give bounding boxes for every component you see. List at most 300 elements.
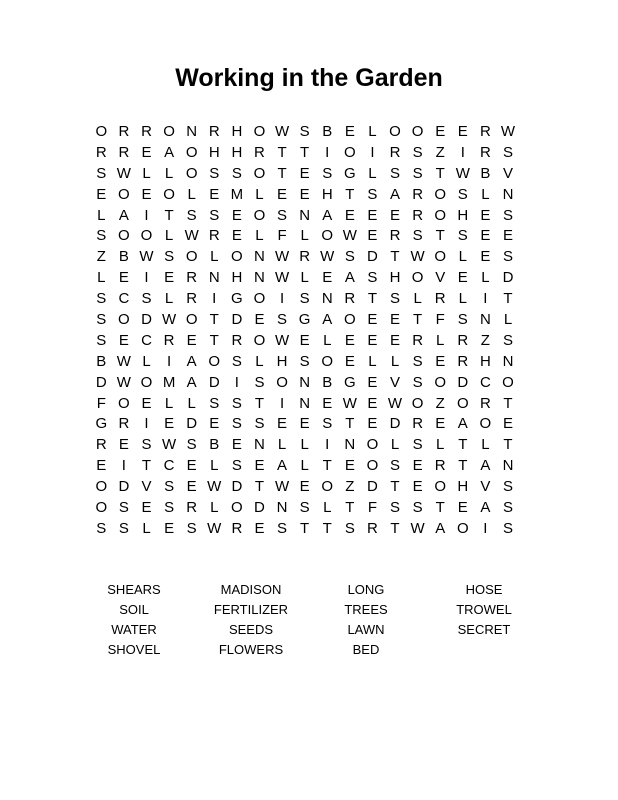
grid-letter: T: [435, 164, 445, 182]
grid-letter: R: [367, 519, 378, 537]
grid-letter: I: [483, 290, 488, 308]
grid-letter: L: [210, 499, 219, 517]
grid-letter: H: [276, 352, 288, 370]
grid-letter: E: [118, 331, 129, 349]
grid-letter: N: [186, 123, 198, 140]
grid-letter: M: [230, 185, 244, 203]
grid-letter: L: [164, 164, 174, 182]
grid-letter: E: [480, 206, 491, 224]
grid-letter: O: [95, 478, 108, 496]
grid-letter: T: [458, 457, 468, 475]
grid-letter: E: [344, 457, 355, 475]
grid-letter: W: [410, 248, 425, 266]
grid-letter: W: [139, 248, 154, 266]
grid-letter: A: [322, 206, 333, 224]
word-bank-item: SEEDS: [228, 622, 274, 637]
grid-letter: A: [480, 499, 491, 517]
grid-letter: H: [389, 269, 401, 287]
grid-letter: L: [390, 352, 400, 370]
grid-letter: E: [186, 331, 197, 349]
grid-letter: R: [118, 143, 130, 161]
grid-letter: A: [390, 185, 401, 203]
grid-letter: T: [390, 248, 400, 266]
grid-letter: S: [209, 206, 220, 224]
grid-letter: F: [96, 394, 106, 412]
word-bank-item: FERTILIZER: [213, 602, 289, 617]
grid-letter: O: [366, 457, 379, 475]
grid-letter: T: [413, 311, 423, 329]
grid-letter: R: [163, 331, 175, 349]
grid-letter: S: [96, 519, 107, 537]
grid-letter: S: [141, 436, 152, 454]
grid-letter: R: [141, 123, 152, 140]
grid-letter: O: [434, 185, 447, 203]
grid-letter: E: [209, 185, 220, 203]
grid-letter: W: [274, 123, 290, 140]
grid-letter: L: [436, 331, 445, 349]
grid-letter: N: [502, 352, 514, 370]
grid-letter: L: [481, 436, 490, 454]
grid-letter: E: [277, 185, 288, 203]
grid-letter: I: [234, 373, 239, 391]
grid-letter: R: [457, 352, 469, 370]
grid-letter: Z: [435, 394, 445, 412]
grid-letter: O: [276, 373, 288, 391]
grid-letter: E: [299, 185, 310, 203]
grid-letter: L: [255, 227, 264, 245]
grid-letter: O: [185, 143, 198, 161]
word-bank-item: TREES: [344, 602, 388, 617]
grid-letter: L: [164, 394, 174, 412]
grid-letter: T: [209, 311, 219, 329]
grid-letter: E: [457, 123, 468, 140]
grid-letter: S: [344, 248, 355, 266]
grid-letter: E: [96, 457, 107, 475]
grid-letter: S: [390, 499, 401, 517]
grid-letter: T: [254, 478, 265, 496]
grid-letter: T: [390, 519, 400, 537]
grid-letter: I: [325, 143, 330, 161]
grid-letter: R: [457, 331, 469, 349]
grid-letter: S: [231, 164, 242, 182]
grid-letter: B: [209, 436, 220, 454]
grid-letter: A: [118, 206, 129, 224]
grid-letter: T: [300, 143, 310, 161]
grid-letter: V: [141, 478, 152, 496]
grid-letter: L: [210, 248, 219, 266]
grid-letter: R: [95, 436, 107, 454]
grid-letter: E: [457, 499, 468, 517]
grid-letter: T: [345, 499, 355, 517]
grid-letter: D: [95, 373, 107, 391]
grid-letter: O: [163, 123, 175, 140]
grid-letter: M: [162, 373, 176, 391]
grid-letter: R: [186, 290, 198, 308]
grid-letter: L: [142, 519, 151, 537]
grid-letter: L: [413, 290, 422, 308]
grid-letter: T: [209, 331, 219, 349]
grid-letter: W: [116, 164, 131, 182]
word-bank-item: SHOVEL: [107, 642, 161, 657]
grid-letter: L: [97, 269, 106, 287]
grid-letter: E: [390, 331, 401, 349]
grid-letter: S: [367, 269, 378, 287]
grid-letter: S: [96, 331, 107, 349]
grid-letter: O: [321, 352, 334, 370]
grid-letter: E: [141, 394, 152, 412]
grid-letter: R: [389, 143, 401, 161]
grid-letter: E: [254, 311, 265, 329]
grid-letter: S: [502, 248, 513, 266]
grid-letter: R: [479, 143, 491, 161]
grid-letter: T: [435, 499, 445, 517]
grid-letter: T: [277, 143, 287, 161]
word-bank-item: HOSE: [465, 582, 503, 597]
grid-letter: O: [502, 373, 514, 391]
grid-letter: S: [231, 394, 242, 412]
grid-letter: O: [434, 206, 447, 224]
grid-letter: L: [142, 352, 151, 370]
grid-letter: N: [321, 290, 333, 308]
grid-letter: O: [434, 373, 447, 391]
grid-letter: O: [253, 290, 266, 308]
grid-letter: O: [208, 352, 221, 370]
grid-letter: A: [435, 519, 446, 537]
grid-letter: R: [231, 331, 243, 349]
grid-letter: I: [166, 352, 172, 370]
grid-letter: O: [479, 415, 492, 433]
grid-letter: E: [502, 227, 513, 245]
grid-letter: O: [366, 436, 379, 454]
grid-letter: S: [412, 373, 423, 391]
grid-letter: S: [299, 352, 310, 370]
grid-letter: O: [185, 164, 198, 182]
grid-letter: G: [298, 311, 311, 329]
grid-letter: I: [460, 143, 465, 161]
grid-letter: E: [254, 519, 265, 537]
grid-letter: O: [185, 311, 198, 329]
grid-letter: O: [434, 478, 447, 496]
grid-letter: T: [503, 394, 513, 412]
grid-letter: B: [118, 248, 129, 266]
grid-letter: H: [231, 123, 243, 140]
word-bank-item: WATER: [111, 622, 157, 637]
grid-letter: Z: [96, 248, 106, 266]
grid-letter: N: [502, 457, 514, 475]
grid-letter: N: [479, 311, 491, 329]
grid-letter: W: [274, 478, 290, 496]
grid-letter: W: [274, 269, 290, 287]
grid-letter: T: [141, 457, 152, 475]
grid-letter: D: [118, 478, 130, 496]
grid-letter: F: [367, 499, 377, 517]
grid-letter: H: [231, 269, 243, 287]
grid-letter: W: [274, 331, 290, 349]
grid-letter: L: [164, 227, 174, 245]
grid-letter: N: [254, 436, 265, 454]
grid-letter: S: [367, 185, 378, 203]
grid-letter: S: [390, 290, 401, 308]
word-bank-item: SHEARS: [107, 582, 161, 597]
grid-letter: S: [457, 227, 468, 245]
grid-letter: G: [343, 373, 356, 391]
grid-letter: S: [412, 164, 423, 182]
grid-letter: T: [277, 164, 287, 182]
grid-letter: E: [299, 415, 310, 433]
grid-letter: N: [344, 436, 356, 454]
grid-letter: E: [164, 519, 175, 537]
grid-letter: A: [186, 373, 197, 391]
grid-letter: V: [502, 164, 513, 182]
grid-letter: T: [435, 227, 445, 245]
grid-letter: S: [299, 123, 310, 140]
grid-letter: E: [299, 164, 310, 182]
grid-letter: E: [344, 352, 355, 370]
grid-letter: O: [253, 206, 266, 224]
letter-grid: [90, 122, 519, 540]
grid-letter: O: [343, 311, 356, 329]
grid-letter: V: [480, 478, 491, 496]
grid-letter: R: [118, 415, 130, 433]
grid-letter: S: [322, 164, 333, 182]
grid-letter: W: [161, 436, 177, 454]
grid-letter: O: [411, 123, 424, 140]
grid-letter: L: [390, 436, 400, 454]
grid-letter: E: [164, 415, 175, 433]
grid-letter: H: [231, 143, 243, 161]
grid-letter: S: [118, 519, 129, 537]
grid-letter: S: [96, 311, 107, 329]
word-bank-item: LAWN: [347, 622, 385, 637]
grid-letter: A: [164, 143, 175, 161]
grid-letter: N: [502, 185, 514, 203]
grid-letter: S: [96, 164, 107, 182]
grid-letter: L: [210, 457, 219, 475]
grid-letter: S: [186, 206, 197, 224]
grid-letter: R: [186, 269, 198, 287]
grid-letter: C: [141, 331, 152, 349]
grid-letter: E: [231, 206, 242, 224]
grid-letter: I: [144, 415, 149, 433]
grid-letter: N: [254, 269, 265, 287]
grid-letter: T: [458, 436, 468, 454]
grid-letter: O: [118, 227, 130, 245]
grid-letter: O: [253, 123, 266, 140]
grid-letter: D: [186, 415, 198, 433]
grid-letter: L: [255, 185, 264, 203]
grid-letter: E: [344, 206, 355, 224]
grid-letter: R: [434, 290, 446, 308]
grid-letter: D: [254, 499, 265, 517]
grid-letter: S: [96, 227, 107, 245]
grid-letter: S: [502, 206, 513, 224]
grid-letter: E: [480, 248, 491, 266]
grid-letter: G: [231, 290, 243, 308]
grid-letter: O: [95, 499, 108, 517]
grid-letter: H: [457, 206, 469, 224]
grid-letter: E: [435, 352, 446, 370]
grid-letter: S: [457, 311, 468, 329]
grid-letter: S: [502, 499, 513, 517]
grid-letter: O: [118, 311, 130, 329]
word-bank-item: FLOWERS: [218, 642, 284, 657]
grid-letter: S: [502, 331, 513, 349]
grid-letter: E: [141, 143, 152, 161]
grid-letter: W: [274, 248, 290, 266]
grid-letter: T: [367, 290, 377, 308]
grid-letter: L: [481, 185, 490, 203]
grid-letter: L: [187, 394, 196, 412]
grid-letter: O: [389, 123, 401, 140]
grid-letter: L: [300, 457, 309, 475]
word-bank-item: MADISON: [220, 582, 282, 597]
grid-letter: F: [435, 311, 445, 329]
grid-letter: T: [503, 436, 513, 454]
grid-letter: S: [231, 415, 242, 433]
grid-letter: N: [254, 248, 265, 266]
grid-letter: O: [321, 478, 334, 496]
grid-letter: S: [390, 164, 401, 182]
grid-letter: I: [370, 143, 375, 161]
grid-letter: S: [118, 499, 129, 517]
grid-letter: S: [322, 415, 333, 433]
grid-letter: L: [323, 331, 332, 349]
grid-letter: O: [163, 185, 175, 203]
grid-letter: E: [390, 206, 401, 224]
grid-letter: I: [212, 290, 217, 308]
grid-letter: W: [184, 227, 199, 245]
grid-letter: L: [187, 185, 196, 203]
grid-letter: N: [208, 269, 220, 287]
grid-letter: G: [95, 415, 108, 433]
word-bank-item: SOIL: [119, 602, 149, 617]
grid-letter: D: [367, 248, 378, 266]
grid-letter: W: [207, 519, 222, 537]
grid-letter: O: [118, 394, 130, 412]
grid-letter: O: [411, 269, 424, 287]
grid-letter: L: [368, 123, 377, 140]
grid-letter: T: [345, 415, 355, 433]
grid-letter: N: [299, 206, 311, 224]
grid-letter: L: [97, 206, 106, 224]
grid-letter: B: [96, 352, 107, 370]
grid-letter: E: [367, 311, 378, 329]
grid-letter: S: [344, 519, 355, 537]
grid-letter: E: [367, 227, 378, 245]
grid-letter: I: [121, 457, 126, 475]
grid-letter: L: [458, 248, 467, 266]
grid-letter: O: [434, 248, 447, 266]
grid-letter: E: [299, 478, 310, 496]
grid-letter: S: [254, 373, 265, 391]
grid-letter: Z: [345, 478, 355, 496]
grid-letter: E: [277, 415, 288, 433]
grid-letter: L: [436, 436, 445, 454]
grid-letter: E: [367, 394, 378, 412]
grid-letter: C: [163, 457, 175, 475]
grid-letter: L: [142, 164, 151, 182]
grid-letter: S: [277, 311, 288, 329]
grid-letter: L: [458, 290, 467, 308]
grid-letter: E: [96, 185, 107, 203]
grid-letter: I: [279, 290, 285, 308]
grid-letter: E: [367, 206, 378, 224]
grid-letter: S: [209, 394, 220, 412]
grid-letter: E: [412, 478, 423, 496]
grid-letter: B: [322, 373, 333, 391]
grid-letter: S: [231, 457, 242, 475]
grid-letter: O: [321, 227, 334, 245]
grid-letter: E: [186, 478, 197, 496]
grid-letter: R: [389, 227, 401, 245]
grid-letter: L: [255, 352, 264, 370]
grid-letter: H: [321, 185, 333, 203]
grid-letter: R: [208, 123, 220, 140]
grid-letter: L: [368, 164, 377, 182]
grid-letter: S: [412, 227, 423, 245]
grid-letter: E: [118, 269, 129, 287]
grid-letter: D: [231, 311, 243, 329]
grid-letter: E: [322, 269, 333, 287]
grid-letter: O: [231, 499, 243, 517]
grid-letter: S: [186, 519, 197, 537]
grid-letter: E: [435, 415, 446, 433]
grid-letter: L: [300, 269, 309, 287]
grid-letter: S: [277, 519, 288, 537]
grid-letter: S: [96, 290, 107, 308]
grid-letter: R: [118, 123, 130, 140]
grid-letter: Z: [435, 143, 445, 161]
grid-letter: T: [345, 185, 355, 203]
grid-letter: T: [164, 206, 174, 224]
grid-letter: C: [118, 290, 130, 308]
grid-letter: S: [141, 290, 152, 308]
grid-letter: N: [299, 373, 311, 391]
grid-letter: D: [389, 415, 401, 433]
grid-letter: S: [502, 143, 513, 161]
grid-letter: O: [253, 164, 266, 182]
grid-letter: W: [387, 394, 403, 412]
grid-letter: B: [322, 123, 333, 140]
grid-letter: S: [164, 478, 175, 496]
grid-letter: D: [231, 478, 243, 496]
grid-letter: S: [299, 499, 310, 517]
grid-letter: O: [343, 143, 356, 161]
word-bank-item: TROWEL: [456, 602, 512, 617]
grid-letter: D: [141, 311, 152, 329]
grid-letter: S: [502, 478, 513, 496]
grid-letter: O: [140, 373, 153, 391]
grid-letter: R: [412, 206, 424, 224]
grid-letter: E: [412, 457, 423, 475]
grid-letter: E: [344, 123, 355, 140]
grid-letter: E: [322, 394, 333, 412]
grid-letter: E: [141, 499, 152, 517]
grid-letter: G: [343, 164, 356, 182]
grid-letter: S: [254, 415, 265, 433]
grid-letter: W: [116, 373, 131, 391]
grid-letter: I: [279, 394, 285, 412]
grid-letter: O: [140, 227, 153, 245]
grid-letter: E: [141, 185, 152, 203]
grid-letter: E: [502, 415, 513, 433]
grid-letter: L: [481, 269, 490, 287]
grid-letter: W: [342, 394, 357, 412]
grid-letter: O: [456, 519, 469, 537]
grid-letter: V: [435, 269, 446, 287]
grid-letter: L: [164, 290, 174, 308]
grid-letter: R: [208, 227, 220, 245]
